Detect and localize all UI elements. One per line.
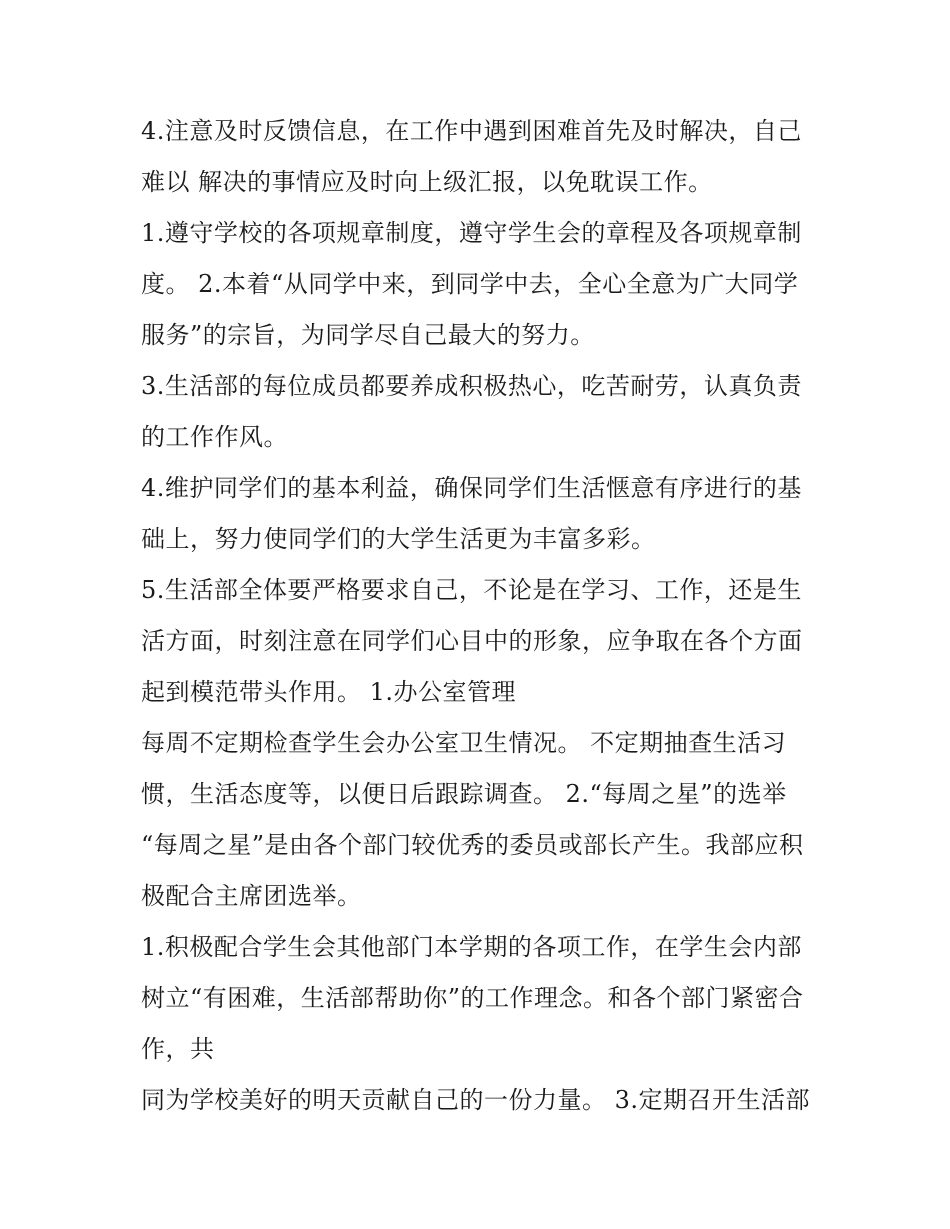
text-line: 服务”的宗旨，为同学尽自己最大的努力。 — [141, 321, 595, 349]
text-line: 起到模范带头作用。 1.办公室管理 — [141, 678, 517, 706]
text-line: 难以 解决的事情应及时向上级汇报，以免耽误工作。 — [141, 168, 713, 196]
text-line: 的工作作风。 — [141, 423, 288, 451]
text-line: 5.生活部全体要严格要求自己，不论是在学习、工作，还是生 — [141, 576, 802, 604]
text-line: 4.维护同学们的基本利益，确保同学们生活惬意有序进行的基 — [141, 474, 802, 502]
text-line: 每周不定期检查学生会办公室卫生情况。 不定期抽查生活习 — [141, 729, 787, 757]
text-line: 极配合主席团选举。 — [141, 882, 362, 910]
text-line: 4.注意及时反馈信息，在工作中遇到困难首先及时解决，自己 — [141, 117, 802, 145]
text-line: 1.积极配合学生会其他部门本学期的各项工作，在学生会内部 — [141, 933, 802, 961]
text-line: 活方面，时刻注意在同学们心目中的形象，应争取在各个方面 — [141, 627, 803, 655]
text-line: 作，共 — [141, 1035, 215, 1063]
text-line: “每周之星”是由各个部门较优秀的委员或部长产生。我部应积 — [141, 831, 804, 859]
text-line: 树立“有困难，生活部帮助你”的工作理念。和各个部门紧密合 — [141, 984, 804, 1012]
body-text — [141, 106, 821, 1126]
text-line: 度。 2.本着“从同学中来，到同学中去，全心全意为广大同学 — [141, 270, 799, 298]
text-line: 惯，生活态度等，以便日后跟踪调查。 2.“每周之星”的选举 — [141, 780, 787, 808]
text-line: 础上，努力使同学们的大学生活更为丰富多彩。 — [141, 525, 656, 553]
text-line: 同为学校美好的明天贡献自己的一份力量。 3.定期召开生活部 — [141, 1086, 811, 1114]
text-line: 3.生活部的每位成员都要养成积极热心，吃苦耐劳，认真负责 — [141, 372, 802, 400]
text-line: 1.遵守学校的各项规章制度，遵守学生会的章程及各项规章制 — [141, 219, 802, 247]
